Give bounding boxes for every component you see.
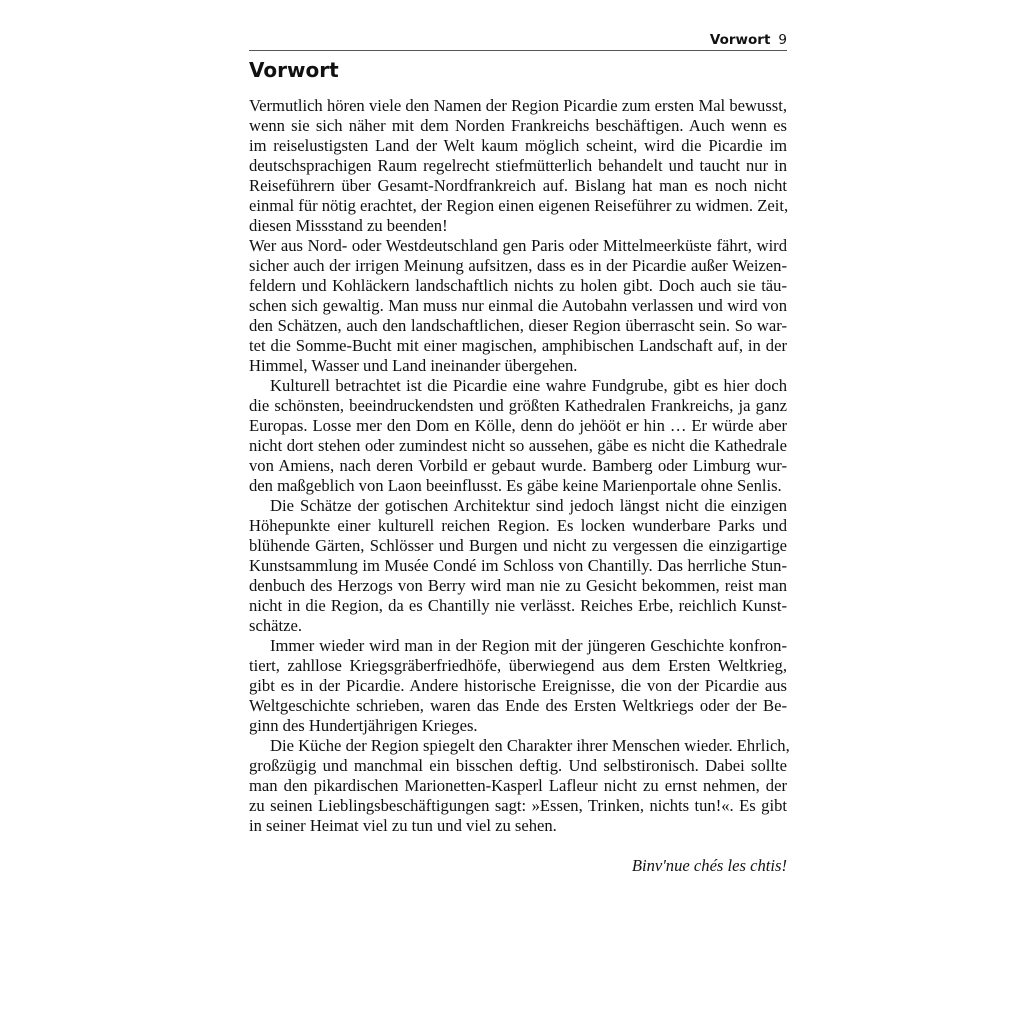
text-line: Höhepunkte einer kulturell reichen Region. Es locken wunderbare Parks und (249, 516, 787, 535)
body-text (249, 96, 790, 836)
text-line: Die Schätze der gotischen Architektur sind jedoch längst nicht die einzigen (270, 496, 787, 515)
text-line: einmal für nötig erachtet, der Region einen eigenen Reiseführer zu widmen. Zeit, (249, 196, 789, 215)
text-line: zu seinen Lieblingsbeschäftigungen sagt: »Essen, Trinken, nichts tun!«. Es gibt (249, 796, 787, 815)
text-line: den Schätzen, auch den landschaftlichen, dieser Region überrascht sein. So war- (249, 316, 787, 335)
running-header (249, 30, 787, 51)
text-line: Vermutlich hören viele den Namen der Region Picardie zum ersten Mal bewusst, (249, 96, 787, 115)
text-line: Die Küche der Region spiegelt den Charakter ihrer Menschen wieder. Ehrlich, (270, 736, 790, 755)
header-section-title: Vorwort (709, 32, 771, 48)
text-line: großzügig und manchmal ein bisschen deftig. Und selbstironisch. Dabei sollte (249, 756, 787, 775)
paragraph-5 (249, 636, 787, 736)
text-line: Europas. Losse mer den Dom en Kölle, denn do jehööt er hin … Er würde aber (249, 416, 787, 435)
text-line: schen sich gewaltig. Man muss nur einmal die Autobahn verlassen und wird von (249, 296, 787, 315)
text-line: Weltgeschichte schrieben, waren das Ende des Ersten Weltkriegs oder der Be- (249, 696, 787, 715)
chapter-title: Vorwort (249, 58, 339, 82)
text-line: man den pikardischen Marionetten-Kasperl Lafleur nicht zu ernst nehmen, der (249, 776, 787, 795)
text-line: tiert, zahllose Kriegsgräberfriedhöfe, überwiegend aus dem Ersten Weltkrieg, (249, 656, 787, 675)
text-line: schätze. (249, 616, 302, 635)
text-line: feldern und Kohläckern landschaftlich nichts zu holen gibt. Doch auch sie täu- (249, 276, 787, 295)
text-line: Himmel, Wasser und Land ineinander übergehen. (249, 356, 578, 375)
text-line: Immer wieder wird man in der Region mit der jüngeren Geschichte konfron- (270, 636, 787, 655)
text-line: blühende Gärten, Schlösser und Burgen und nicht zu vergessen die einzigartige (249, 536, 787, 555)
text-line: nicht dort stehen oder zumindest nicht so aussehen, gäbe es nicht die Kathedrale (249, 436, 787, 455)
text-line: nicht in die Region, da es Chantilly nie verlässt. Reiches Erbe, reichlich Kunst- (249, 596, 787, 615)
text-line: sicher auch der irrigen Meinung aufsitzen, dass es in der Picardie außer Weizen- (249, 256, 787, 275)
text-line: ginn des Hundertjährigen Krieges. (249, 716, 478, 735)
text-line: tet die Somme-Bucht mit einer magischen, amphibischen Landschaft auf, in der (249, 336, 787, 355)
paragraph-1 (249, 96, 787, 236)
paragraph-6 (249, 736, 790, 836)
text-line: von Amiens, nach deren Vorbild er gebaut wurde. Bamberg oder Limburg wur- (249, 456, 787, 475)
text-line: gibt es in der Picardie. Andere historische Ereignisse, die von der Picardie aus (249, 676, 787, 695)
text-line: die schönsten, beeindruckendsten und größten Kathedralen Frankreichs, ja ganz (249, 396, 787, 415)
text-line: Kulturell betrachtet ist die Picardie eine wahre Fundgrube, gibt es hier doch (270, 376, 787, 395)
page-number: 9 (778, 32, 787, 48)
text-line: in seiner Heimat viel zu tun und viel zu sehen. (249, 816, 557, 835)
text-line: Wer aus Nord- oder Westdeutschland gen Paris oder Mittelmeerküste fährt, wird (249, 236, 787, 255)
text-line: diesen Missstand zu beenden! (249, 216, 448, 235)
paragraph-3 (249, 376, 787, 496)
text-line: denbuch des Herzogs von Berry wird man nie zu Gesicht bekommen, reist man (249, 576, 787, 595)
text-line: deutschsprachigen Raum regelrecht stiefmütterlich behandelt und taucht nur in (249, 156, 787, 175)
text-line: wenn sie sich näher mit dem Norden Frankreichs beschäftigen. Auch wenn es (249, 116, 787, 135)
paragraph-4 (249, 496, 787, 636)
text-line: Kunstsammlung im Musée Condé im Schloss von Chantilly. Das herrliche Stun- (249, 556, 787, 575)
paragraph-2 (249, 236, 787, 376)
text-line: im reiselustigsten Land der Welt kaum möglich scheint, wird die Picardie im (249, 136, 787, 155)
closing-line: Binv'nue chés les chtis! (631, 856, 787, 875)
text-line: Reiseführern über Gesamt-Nordfrankreich auf. Bislang hat man es noch nicht (249, 176, 787, 195)
text-line: den maßgeblich von Laon beeinflusst. Es gäbe keine Marienportale ohne Senlis. (249, 476, 782, 495)
